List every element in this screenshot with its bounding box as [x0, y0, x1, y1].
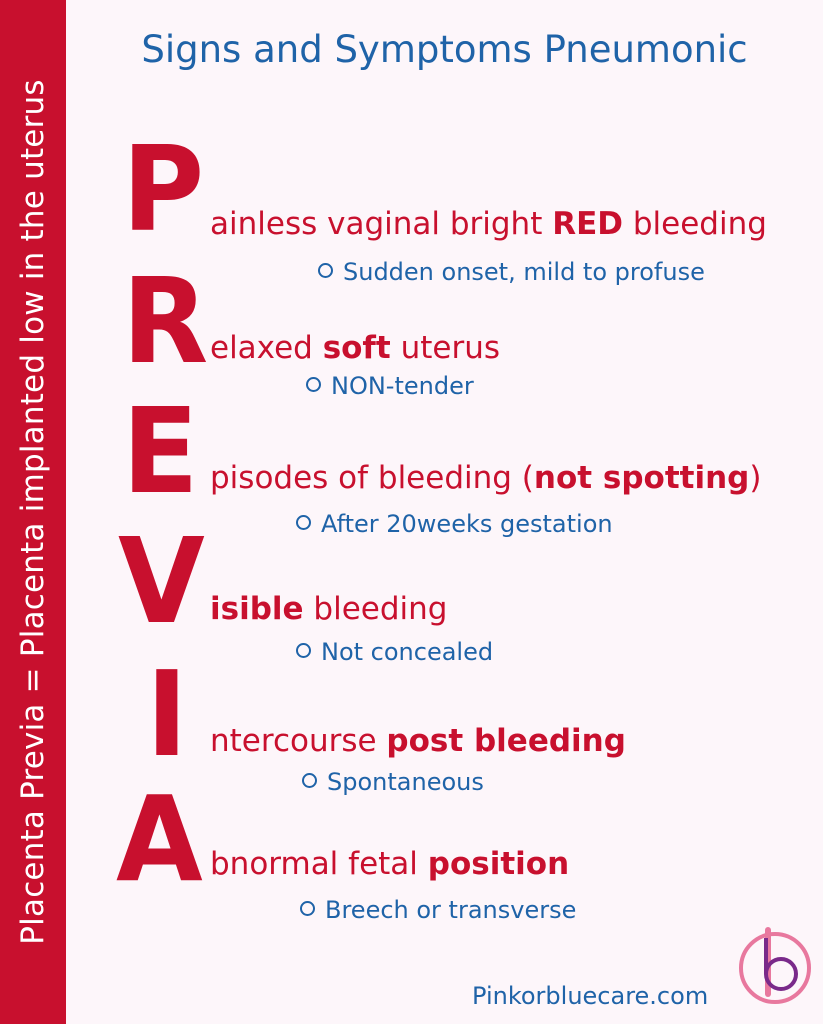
item-text: bnormal fetal — [210, 846, 428, 882]
bullet-circle-icon — [296, 643, 311, 658]
item-text: uterus — [390, 330, 501, 366]
item-text: elaxed — [210, 330, 323, 366]
item-emphasis: soft — [322, 330, 391, 366]
page-title: Signs and Symptoms Pneumonic — [141, 28, 748, 71]
item-emphasis: isible — [210, 591, 304, 627]
item-line-painless — [210, 206, 767, 242]
acrostic-letter-a: A — [116, 770, 203, 908]
bullet-circle-icon — [302, 773, 317, 788]
bullet-circle-icon — [306, 377, 321, 392]
item-sub-abnormal — [300, 896, 576, 924]
item-emphasis: post bleeding — [386, 723, 626, 759]
item-sub-episodes — [296, 510, 613, 538]
item-line-intercourse — [210, 723, 626, 759]
item-emphasis: RED — [552, 206, 623, 242]
item-sub-text: NON-tender — [331, 372, 474, 400]
item-text: ) — [749, 460, 762, 496]
item-sub-text: Sudden onset, mild to profuse — [343, 258, 705, 286]
item-sub-text: Not concealed — [321, 638, 494, 666]
item-emphasis: not spotting — [533, 460, 750, 496]
acrostic-letter-r: R — [122, 252, 209, 390]
item-sub-text: Spontaneous — [327, 768, 484, 796]
item-text: bleeding — [623, 206, 767, 242]
acrostic-letter-p: P — [122, 120, 205, 258]
bullet-circle-icon — [300, 901, 315, 916]
bullet-circle-icon — [296, 515, 311, 530]
acrostic-letter-i: I — [146, 645, 188, 783]
item-sub-text: After 20weeks gestation — [321, 510, 613, 538]
item-line-abnormal — [210, 846, 569, 882]
acrostic-letter-e: E — [122, 382, 199, 520]
item-text: ntercourse — [210, 723, 387, 759]
item-sub-relaxed — [306, 372, 474, 400]
item-emphasis: position — [427, 846, 570, 882]
site-url[interactable]: Pinkorbluecare.com — [472, 982, 709, 1010]
item-text: ainless vaginal bright — [210, 206, 553, 242]
sidebar-definition: Placenta Previa = Placenta implanted low in the uterus — [15, 79, 51, 945]
item-sub-painless — [318, 258, 705, 286]
item-line-episodes — [210, 460, 761, 496]
acrostic-letter-v: V — [118, 512, 205, 650]
item-line-visible — [210, 591, 447, 627]
item-line-relaxed — [210, 330, 500, 366]
pinkorblue-logo-icon — [736, 920, 814, 1008]
item-sub-visible — [296, 638, 493, 666]
item-text: pisodes of bleeding ( — [210, 460, 534, 496]
item-sub-text: Breech or transverse — [325, 896, 577, 924]
bullet-circle-icon — [318, 263, 333, 278]
item-sub-intercourse — [302, 768, 484, 796]
sidebar-banner — [0, 0, 66, 1024]
item-text: bleeding — [303, 591, 448, 627]
